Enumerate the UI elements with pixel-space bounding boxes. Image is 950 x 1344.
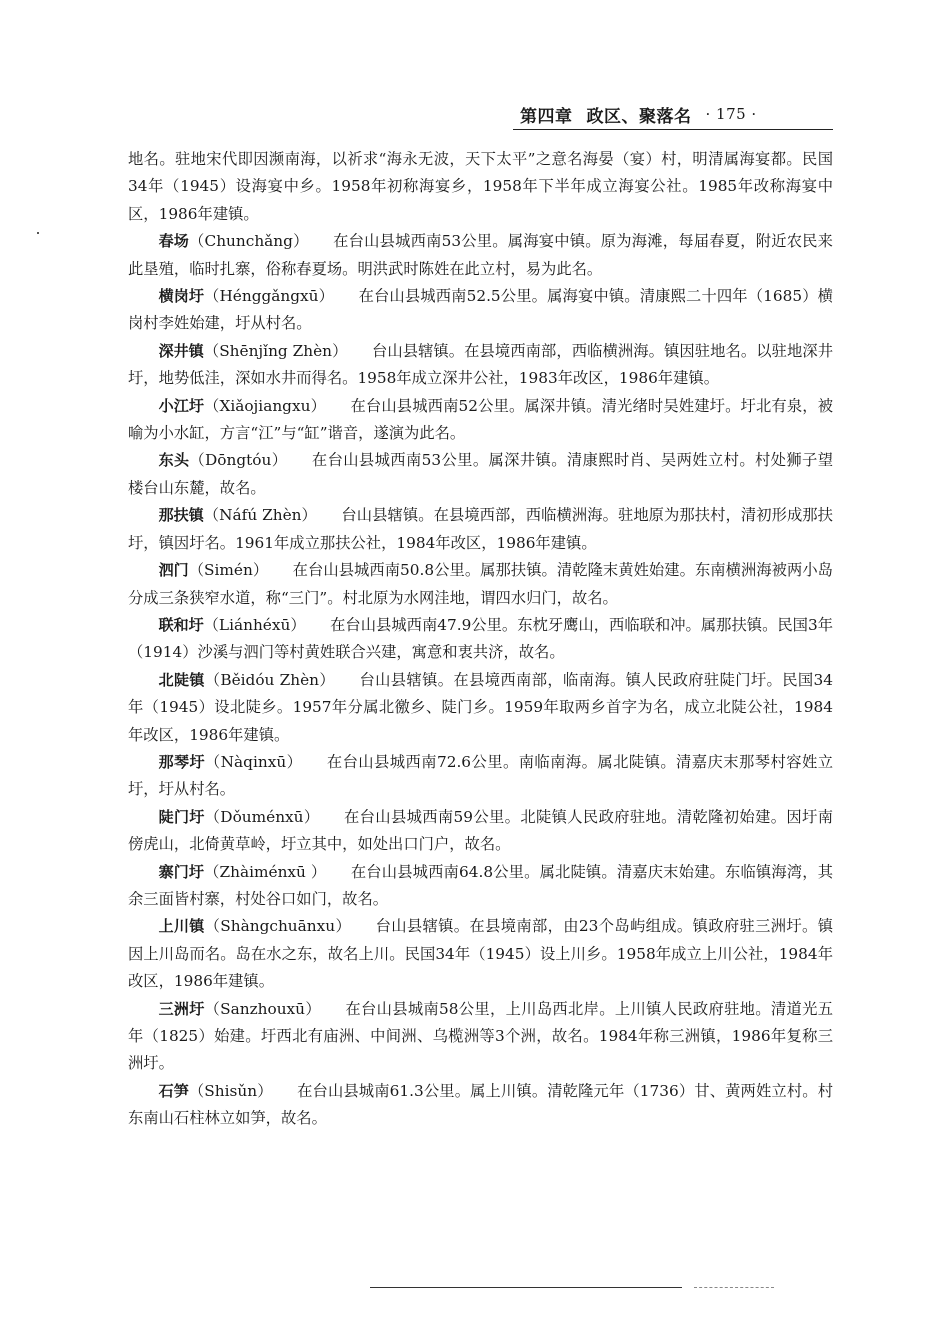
entry-text: 在台山县城西南52公里。属深井镇。清光绪时吴姓建圩。圩北有泉，被喻为小水缸，方言“江”与“缸”谐音，遂演为此名。 bbox=[128, 396, 833, 443]
entry bbox=[128, 447, 833, 502]
entry-term: 深井镇 bbox=[158, 341, 204, 360]
entry-text: 在台山县城西南47.9公里。东枕牙鹰山，西临联和冲。属那扶镇。民国3年（1914）沙溪与泗门等村黄姓联合兴建，寓意和衷共济，故名。 bbox=[128, 615, 834, 662]
intro-continuation: 地名。驻地宋代即因濒南海，以祈求“海永无波，天下太平”之意名海晏（宴）村，明清属海宴都。民国34年（1945）设海宴中乡。1958年初称海宴乡，1958年下半年成立海宴公社。1985年改称海宴中区，1986年建镇。 bbox=[128, 150, 833, 223]
chapter-title: 政区、聚落名 bbox=[586, 106, 692, 127]
entry bbox=[128, 667, 833, 749]
entry-text: 台山县辖镇。在县境南部，由23个岛屿组成。镇政府驻三洲圩。镇因上川岛而名。岛在水之东，故名上川。民国34年（1945）设上川乡。1958年成立上川公社，1984年改区，1986年建镇。 bbox=[128, 917, 833, 991]
entry bbox=[128, 1078, 833, 1133]
entry-term: 春场 bbox=[158, 232, 189, 251]
entry-term: 小江圩 bbox=[158, 396, 205, 415]
entry-text: 在台山县城西南53公里。属海宴中镇。原为海滩，每届春夏，附近农民来此垦殖，临时扎寨，俗称春夏场。明洪武时陈姓在此立村，易为此名。 bbox=[128, 232, 833, 278]
entry-term: 石笋 bbox=[158, 1081, 189, 1100]
entry-term: 寨门圩 bbox=[158, 862, 205, 881]
entry-term: 那扶镇 bbox=[158, 506, 204, 525]
entry-pinyin: （Sanzhouxū） bbox=[204, 999, 321, 1018]
entry-text: 台山县辖镇。在县境西南部，西临横洲海。镇因驻地名。以驻地深井圩，地势低洼，深如水井而得名。1958年成立深井公社，1983年改区，1986年建镇。 bbox=[128, 341, 833, 388]
entry bbox=[128, 557, 833, 612]
header-divider bbox=[513, 129, 833, 130]
entry-pinyin: （Nàqinxū） bbox=[204, 752, 303, 771]
entry-text: 在台山县城西南52.5公里。属海宴中镇。清康熙二十四年（1685）横岗村李姓始建，圩从村名。 bbox=[128, 287, 833, 333]
entry-term: 泗门 bbox=[158, 561, 189, 580]
chapter-label: 第四章 bbox=[520, 106, 573, 127]
entry-text: 台山县辖镇。在县境西部，西临横洲海。驻地原为那扶村，清初形成那扶圩，镇因圩名。1961年成立那扶公社，1984年改区，1986年建镇。 bbox=[128, 506, 833, 552]
entry-text: 在台山县城西南72.6公里。南临南海。属北陡镇。清嘉庆末那琴村容姓立圩，圩从村名。 bbox=[128, 752, 833, 799]
entry bbox=[128, 338, 833, 393]
entry-term: 东头 bbox=[158, 451, 190, 470]
scan-speck bbox=[37, 232, 39, 234]
entry-text: 在台山县城西南50.8公里。属那扶镇。清乾隆末黄姓始建。东南横洲海被两小岛分成三条狭窄水道，称“三门”。村北原为水网洼地，谓四水归门，故名。 bbox=[128, 561, 833, 607]
entry-term: 陡门圩 bbox=[158, 807, 205, 826]
entry-pinyin: （Náfú Zhèn） bbox=[203, 506, 317, 525]
entry-text: 在台山县城南61.3公里。属上川镇。清乾隆元年（1736）甘、黄两姓立村。村东南山石柱林立如笋，故名。 bbox=[128, 1081, 833, 1128]
entry-text: 在台山县城西南59公里。北陡镇人民政府驻地。清乾隆初始建。因圩南傍虎山，北倚黄草岭，圩立其中，如处出口门户，故名。 bbox=[128, 807, 833, 854]
entry-pinyin: （Běidóu Zhèn） bbox=[204, 670, 336, 689]
entry-term: 横岗圩 bbox=[158, 287, 205, 306]
page-number: · 175 · bbox=[705, 105, 757, 123]
entry-pinyin: （Shēnjǐng Zhèn） bbox=[203, 341, 348, 360]
entry bbox=[128, 749, 833, 804]
entry-pinyin: （Chunchǎng） bbox=[189, 232, 309, 251]
entry-pinyin: （Simén） bbox=[188, 561, 269, 580]
entry-pinyin: （Dǒuménxū） bbox=[204, 807, 320, 826]
entry-pinyin: （Liánhéxū） bbox=[203, 615, 306, 634]
entry-pinyin: （Hénggǎngxū） bbox=[204, 287, 335, 306]
entry bbox=[128, 502, 833, 557]
entry-text: 在台山县城西南64.8公里。属北陡镇。清嘉庆末始建。东临镇海湾，其余三面皆村寨，村处谷口如门，故名。 bbox=[128, 862, 833, 908]
entry-pinyin: （Xiǎojiangxu） bbox=[204, 396, 327, 415]
entry-term: 三洲圩 bbox=[158, 999, 205, 1018]
entry bbox=[128, 859, 833, 914]
entry-term: 那琴圩 bbox=[158, 752, 205, 771]
entry-term: 联和圩 bbox=[158, 615, 204, 634]
page-body bbox=[128, 146, 833, 1133]
footer-rule bbox=[370, 1287, 682, 1288]
entry bbox=[128, 612, 833, 667]
entry-term: 北陡镇 bbox=[158, 670, 205, 689]
entry bbox=[128, 913, 833, 995]
footer-rule-fade bbox=[694, 1287, 774, 1288]
entry bbox=[128, 996, 833, 1078]
entry-term: 上川镇 bbox=[158, 917, 205, 936]
entry-text: 在台山县城南58公里，上川岛西北岸。上川镇人民政府驻地。清道光五年（1825）始建。圩西北有庙洲、中间洲、乌榄洲等3个洲，故名。1984年称三洲镇，1986年复称三洲圩。 bbox=[128, 999, 833, 1073]
entry-pinyin: （Zhàiménxū ） bbox=[204, 862, 327, 881]
entry-pinyin: （Shàngchuānxu） bbox=[204, 917, 352, 936]
entry bbox=[128, 804, 833, 859]
entry bbox=[128, 228, 833, 283]
running-header bbox=[520, 99, 832, 129]
entry bbox=[128, 283, 833, 338]
entry-text: 在台山县城西南53公里。属深井镇。清康熙时肖、吴两姓立村。村处狮子望楼台山东麓，故名。 bbox=[128, 451, 833, 497]
entry-text: 台山县辖镇。在县境西南部，临南海。镇人民政府驻陡门圩。民国34年（1945）设北陡乡。1957年分属北徼乡、陡门乡。1959年取两乡首字为名，成立北陡公社，1984年改区，1986年建镇。 bbox=[128, 670, 833, 744]
entry bbox=[128, 393, 833, 448]
entry-pinyin: （Dōngtóu） bbox=[189, 451, 288, 470]
entry-pinyin: （Shisǔn） bbox=[188, 1081, 273, 1100]
